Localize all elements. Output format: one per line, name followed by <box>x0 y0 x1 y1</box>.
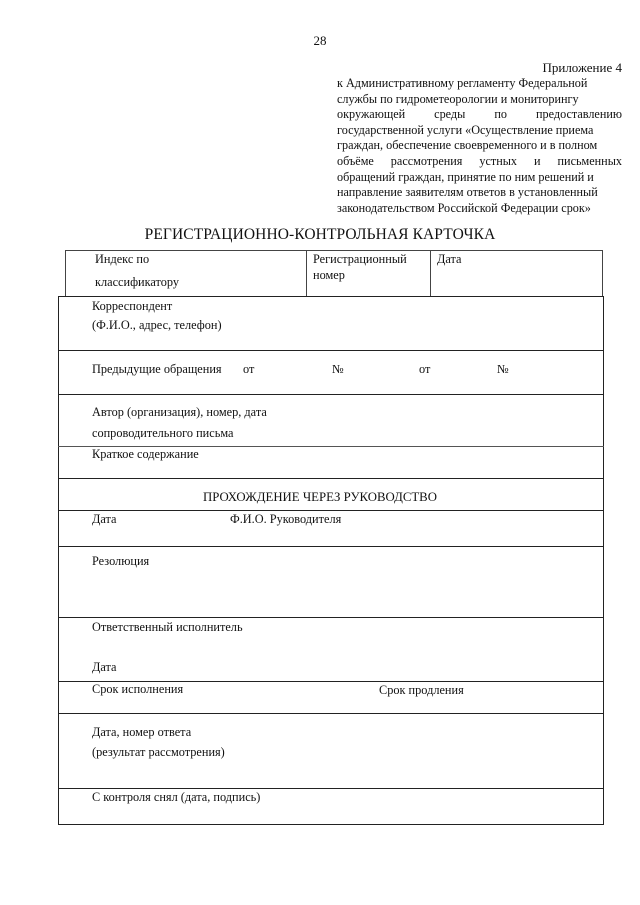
appendix-line: службы по гидрометеорологии и мониторингу <box>337 91 579 106</box>
correspondent-label: Корреспондент <box>92 299 173 313</box>
header-divider <box>306 250 307 297</box>
removed-from-control-label: С контроля снял (дата, подпись) <box>92 790 261 804</box>
previous-requests-label: Предыдущие обращения <box>92 362 222 376</box>
divider <box>58 510 604 511</box>
appendix-line: объёме рассмотрения устных и письменных <box>337 153 622 168</box>
reply-hint: (результат рассмотрения) <box>92 745 225 759</box>
divider <box>58 394 604 395</box>
reg-number-label-cont: номер <box>313 268 345 282</box>
appendix-line: направление заявителям ответов в установленный <box>337 185 598 200</box>
index-label: Индекс по <box>95 252 150 266</box>
correspondent-hint: (Ф.И.О., адрес, телефон) <box>92 318 222 332</box>
reply-label: Дата, номер ответа <box>92 725 192 739</box>
author-label: Автор (организация), номер, дата <box>92 405 267 419</box>
number-label: № <box>332 362 344 376</box>
summary-label: Краткое содержание <box>92 447 199 461</box>
number-label: № <box>497 362 509 376</box>
from-label: от <box>243 362 255 376</box>
divider <box>58 478 604 479</box>
index-label-cont: классификатору <box>95 275 180 289</box>
card-title: РЕГИСТРАЦИОННО-КОНТРОЛЬНАЯ КАРТОЧКА <box>144 226 496 243</box>
from-label: от <box>419 362 431 376</box>
appendix-text <box>337 76 622 216</box>
manager-name-label: Ф.И.О. Руководителя <box>230 512 342 526</box>
management-section-title: ПРОХОЖДЕНИЕ ЧЕРЕЗ РУКОВОДСТВО <box>203 490 437 504</box>
divider <box>58 617 604 618</box>
divider <box>58 546 604 547</box>
divider <box>58 788 604 789</box>
appendix-label: Приложение 4 <box>542 60 622 75</box>
date-label: Дата <box>92 512 117 526</box>
appendix-line: к Административному регламенту Федеральной <box>337 76 588 90</box>
resolution-label: Резолюция <box>92 554 150 568</box>
page-number: 28 <box>313 33 327 48</box>
appendix-line: государственной услуги «Осуществление приема <box>337 122 594 137</box>
appendix-line: законодательством Российской Федерации срок» <box>337 200 591 215</box>
appendix-line: окружающей среды по предоставлению <box>337 107 622 122</box>
date-label: Дата <box>437 252 462 266</box>
divider <box>58 713 604 714</box>
divider <box>58 350 604 351</box>
extension-label: Срок продления <box>379 683 464 697</box>
header-divider <box>430 250 431 297</box>
deadline-label: Срок исполнения <box>92 682 184 696</box>
executor-date-label: Дата <box>92 660 117 674</box>
responsible-executor-label: Ответственный исполнитель <box>92 620 243 634</box>
reg-number-label: Регистрационный <box>313 252 407 266</box>
appendix-line: граждан, обеспечение своевременного и в полном <box>337 138 598 153</box>
author-label-cont: сопроводительного письма <box>92 426 234 440</box>
appendix-line: обращений граждан, принятие по ним решений и <box>337 169 594 184</box>
